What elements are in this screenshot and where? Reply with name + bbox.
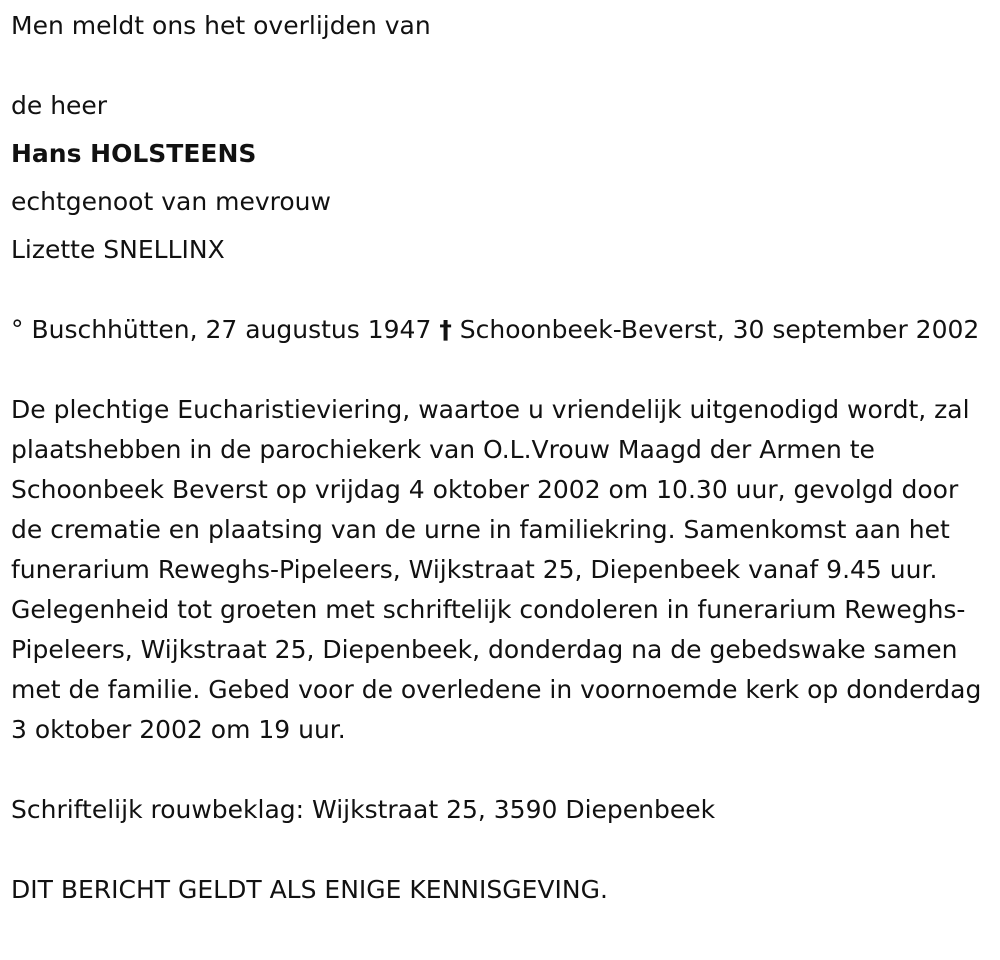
dagger-icon: † [439, 315, 452, 344]
notice-intro: Men meldt ons het overlijden van [11, 11, 431, 40]
closing-statement: DIT BERICHT GELDT ALS ENIGE KENNISGEVING. [11, 875, 608, 904]
spouse-name: Lizette SNELLINX [11, 235, 225, 264]
ceremony-details: De plechtige Eucharistieviering, waartoe u vriendelijk uitgenodigd wordt, zal plaatshebben in de parochiekerk van O.L.Vrouw Maagd der Armen te Schoonbeek Beverst op vrijdag 4 oktober 2002 om 10.30 uur, gevolgd door de crematie en plaatsing van de urne in familiekring. Samenkomst aan het funerarium Reweghs-Pipeleers, Wijkstraat 25, Diepenbeek vanaf 9.45 uur. Gelegenheid tot groeten met schriftelijk condoleren in funerarium Reweghs-Pipeleers, Wijkstraat 25, Diepenbeek, donderdag na de gebedswake samen met de familie. Gebed voor de overledene in voornoemde kerk op donderdag 3 oktober 2002 om 19 uur. [11, 395, 982, 744]
spouse-intro: echtgenoot van mevrouw [11, 187, 331, 216]
deceased-name: Hans HOLSTEENS [11, 139, 257, 168]
notice-title: de heer [11, 91, 108, 120]
death-info: Schoonbeek-Beverst, 30 september 2002 [459, 315, 980, 344]
birth-info: ° Buschhütten, 27 augustus 1947 [11, 315, 432, 344]
death-notice [11, 6, 991, 910]
condolence-address: Schriftelijk rouwbeklag: Wijkstraat 25, 3590 Diepenbeek [11, 795, 716, 824]
birth-death-dates [11, 310, 991, 350]
